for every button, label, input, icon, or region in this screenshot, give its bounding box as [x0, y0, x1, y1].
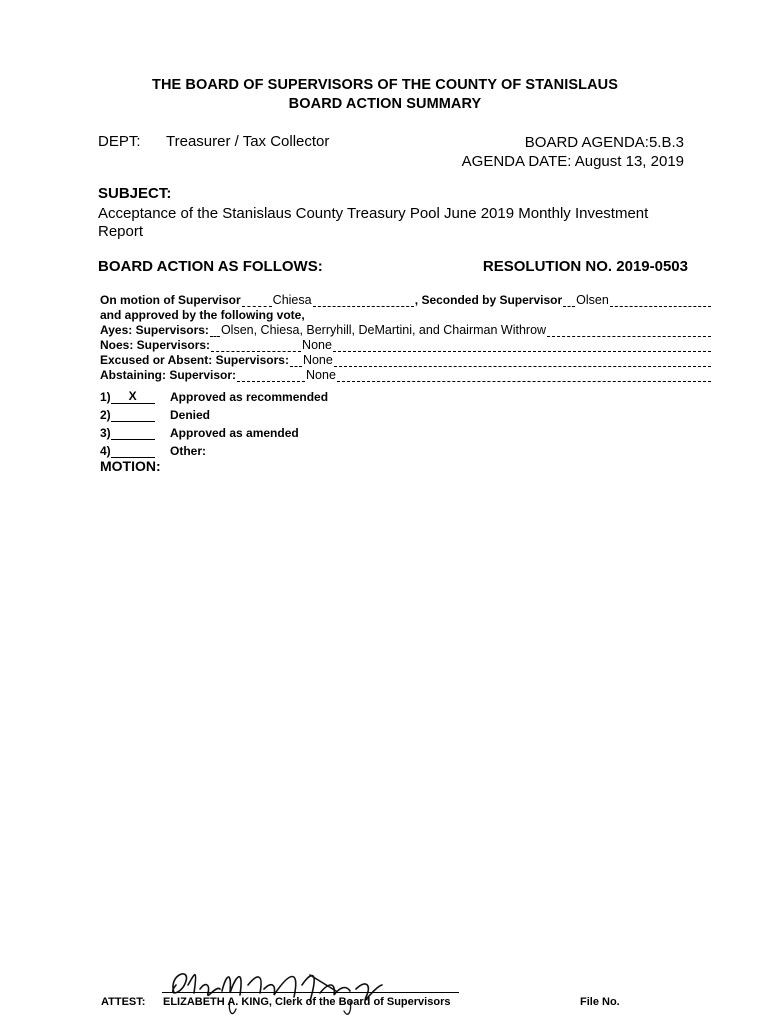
seconded-label: , Seconded by Supervisor — [414, 293, 563, 307]
ayes-value: Olsen, Chiesa, Berryhill, DeMartini, and Chairman Withrow — [220, 323, 547, 337]
option-number: 1) — [100, 390, 111, 404]
board-action-heading: BOARD ACTION AS FOLLOWS: — [98, 258, 323, 275]
attest-label: ATTEST: — [101, 996, 146, 1008]
approved-row — [100, 307, 712, 322]
abstaining-row — [100, 367, 712, 382]
option-label: Approved as recommended — [170, 390, 329, 404]
clerk-signature — [160, 945, 420, 1025]
excused-value: None — [302, 353, 333, 367]
ayes-blank — [547, 325, 711, 337]
noes-label: Noes: Supervisors: — [100, 338, 211, 352]
motion-blank — [313, 295, 414, 307]
signature-line — [162, 992, 459, 993]
option-number: 3) — [100, 426, 111, 440]
excused-blank — [334, 355, 711, 367]
motion-name: Chiesa — [272, 293, 312, 307]
abstaining-value: None — [306, 368, 336, 382]
option-mark: X — [111, 390, 155, 404]
abstaining-blank-lead — [237, 370, 305, 382]
excused-blank-lead — [290, 355, 302, 367]
abstaining-blank — [337, 370, 711, 382]
option-label: Denied — [170, 408, 211, 422]
option-label: Other: — [170, 444, 206, 458]
seconded-name: Olsen — [576, 293, 609, 307]
noes-blank-lead — [211, 340, 301, 352]
document-subtitle: BOARD ACTION SUMMARY — [288, 96, 482, 112]
dept-value: Treasurer / Tax Collector — [166, 133, 330, 150]
noes-blank — [333, 340, 711, 352]
vote-section — [100, 292, 712, 382]
approved-line: and approved by the following vote, — [100, 308, 305, 322]
option-row — [100, 386, 328, 404]
motion-row — [100, 292, 712, 307]
motion-label: On motion of Supervisor — [100, 293, 241, 307]
excused-row — [100, 352, 712, 367]
ayes-row — [100, 322, 712, 337]
noes-row — [100, 337, 712, 352]
motion-heading: MOTION: — [100, 458, 161, 474]
subject-text: Acceptance of the Stanislaus County Treasury Pool June 2019 Monthly Investment Report — [98, 205, 649, 240]
option-number: 4) — [100, 444, 111, 458]
dept-label: DEPT: — [98, 133, 141, 150]
option-row — [100, 440, 328, 458]
resolution-number: RESOLUTION NO. 2019-0503 — [482, 258, 688, 275]
ayes-label: Ayes: Supervisors: — [100, 323, 209, 337]
board-agenda: BOARD AGENDA:5.B.3 — [524, 134, 684, 151]
action-options — [100, 386, 328, 458]
subject-heading: SUBJECT: — [98, 185, 172, 202]
file-number-label: File No. — [580, 996, 620, 1008]
option-row — [100, 404, 328, 422]
agenda-info — [462, 133, 684, 171]
document-title: THE BOARD OF SUPERVISORS OF THE COUNTY OF STANISLAUS — [151, 77, 618, 93]
ayes-blank-lead — [210, 325, 220, 337]
seconded-blank — [610, 295, 711, 307]
noes-value: None — [302, 338, 332, 352]
option-mark — [111, 408, 155, 422]
option-label: Approved as amended — [170, 426, 299, 440]
option-mark — [111, 426, 155, 440]
option-mark — [111, 444, 155, 458]
excused-label: Excused or Absent: Supervisors: — [100, 353, 289, 367]
clerk-name: ELIZABETH A. KING, Clerk of the Board of Supervisors — [163, 996, 451, 1008]
agenda-date: AGENDA DATE: August 13, 2019 — [461, 153, 684, 170]
seconded-blank-lead — [563, 295, 575, 307]
abstaining-label: Abstaining: Supervisor: — [100, 368, 237, 382]
motion-blank-lead — [242, 295, 272, 307]
option-row — [100, 422, 328, 440]
option-number: 2) — [100, 408, 111, 422]
